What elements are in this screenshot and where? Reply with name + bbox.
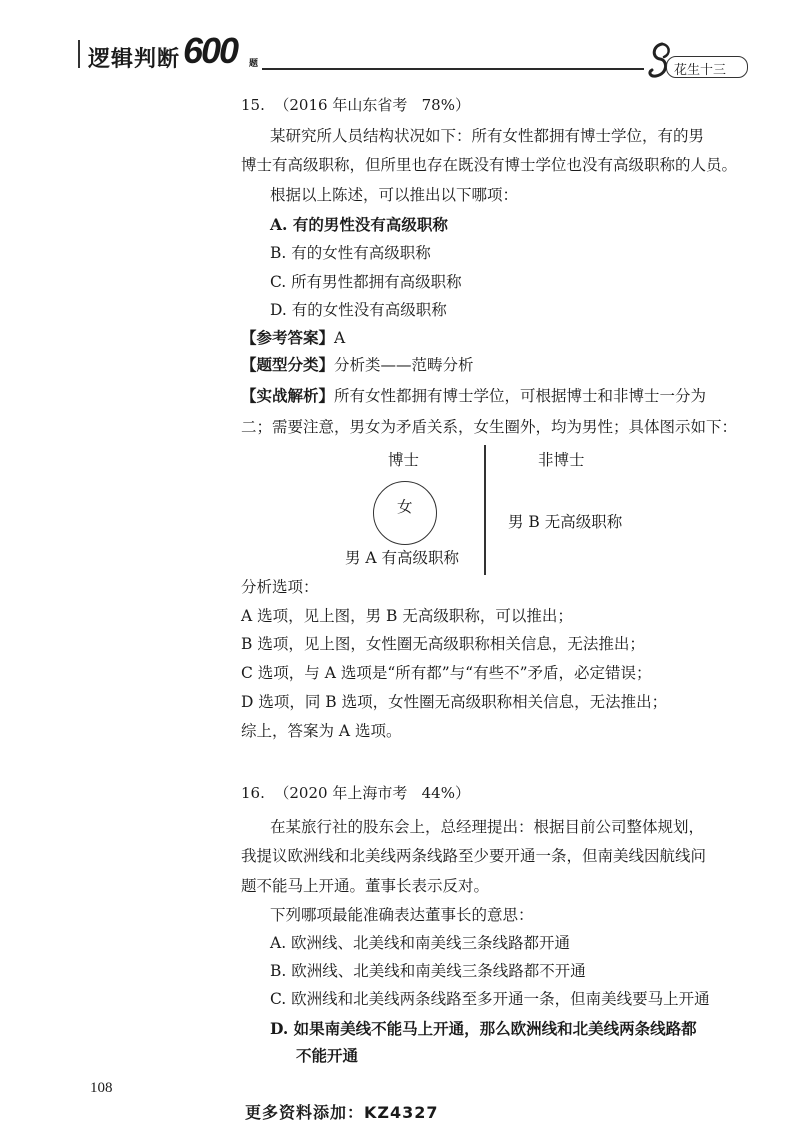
footer-note: 更多资料添加：KZ4327 [245, 1103, 439, 1122]
analysis-tag: 【实战解析】 [241, 387, 335, 405]
analysis-line-c: C 选项，与 A 选项是“所有都”与“有些不”矛盾，必定错误； [241, 664, 652, 682]
brand-name: 花生十三 [674, 63, 727, 78]
q16-option-d-cont: 不能开通 [296, 1046, 359, 1065]
analysis-line-b: B 选项，见上图，女性圈无高级职称相关信息，无法推出； [241, 635, 645, 653]
q16-option-a: A. 欧洲线、北美线和南美线三条线路都开通 [270, 934, 571, 952]
q16-stem-line1: 在某旅行社的股东会上，总经理提出：根据目前公司整体规划， [270, 818, 705, 836]
q15-option-b: B. 有的女性有高级职称 [270, 244, 431, 262]
header-rule [262, 68, 644, 70]
book-title-number: 600 [183, 30, 238, 71]
answer-value: A [334, 329, 346, 347]
page-header [0, 0, 800, 90]
diagram-left-title: 博士 [388, 451, 420, 469]
q15-label: 15. （2016 年山东省考 78%） [241, 96, 470, 114]
q15-answer [241, 331, 345, 347]
analysis-text-1: 所有女性都拥有博士学位，可根据博士和非博士一分为 [334, 387, 707, 405]
q15-option-a: A. 有的男性没有高级职称 [270, 215, 448, 234]
q16-label: 16. （2020 年上海市考 44%） [241, 784, 470, 802]
type-value: 分析类——范畴分析 [334, 356, 474, 374]
book-title-suffix: 题 [249, 59, 259, 69]
q15-option-d: D. 有的女性没有高级职称 [270, 301, 447, 319]
diagram-right-text: 男 B 无高级职称 [508, 513, 623, 531]
book-title: 逻辑判断 [88, 47, 181, 72]
q15-prompt: 根据以上陈述，可以推出以下哪项： [270, 186, 519, 204]
q15-option-c: C. 所有男性都拥有高级职称 [270, 273, 462, 291]
q15-analysis-line2: 二；需要注意，男女为矛盾关系，女生圈外，均为男性；具体图示如下： [241, 418, 738, 436]
q16-option-c: C. 欧洲线和北美线两条线路至多开通一条，但南美线要马上开通 [270, 990, 710, 1008]
q16-prompt: 下列哪项最能准确表达董事长的意思： [270, 906, 534, 924]
analysis-conclusion: 综上，答案为 A 选项。 [241, 722, 402, 740]
q16-stem-line2: 我提议欧洲线和北美线两条线路至少要开通一条，但南美线因航线问 [241, 847, 707, 865]
analysis-line-a: A 选项，见上图，男 B 无高级职称，可以推出； [241, 607, 573, 625]
diagram-right-title: 非博士 [538, 451, 585, 469]
analysis-heading: 分析选项： [241, 578, 319, 596]
q15-type [241, 358, 474, 374]
diagram-divider [484, 445, 486, 575]
type-tag: 【题型分类】 [241, 356, 335, 374]
q16-stem-line3: 题不能马上开通。董事长表示反对。 [241, 877, 490, 895]
q16-option-b: B. 欧洲线、北美线和南美线三条线路都不开通 [270, 962, 586, 980]
diagram-left-bottom: 男 A 有高级职称 [345, 549, 460, 567]
q15-analysis-line1 [241, 389, 706, 405]
analysis-line-d: D 选项，同 B 选项，女性圈无高级职称相关信息，无法推出； [241, 693, 668, 711]
q15-stem-line2: 博士有高级职称，但所里也存在既没有博士学位也没有高级职称的人员。 [241, 156, 738, 174]
answer-tag: 【参考答案】 [241, 329, 335, 347]
circle-label: 女 [397, 498, 413, 516]
q16-option-d: D. 如果南美线不能马上开通，那么欧洲线和北美线两条线路都 [270, 1019, 697, 1038]
page-number: 108 [90, 1080, 113, 1096]
header-bar-mark [78, 40, 80, 68]
venn-diagram [330, 445, 650, 580]
q15-stem-line1: 某研究所人员结构状况如下：所有女性都拥有博士学位，有的男 [270, 127, 705, 145]
